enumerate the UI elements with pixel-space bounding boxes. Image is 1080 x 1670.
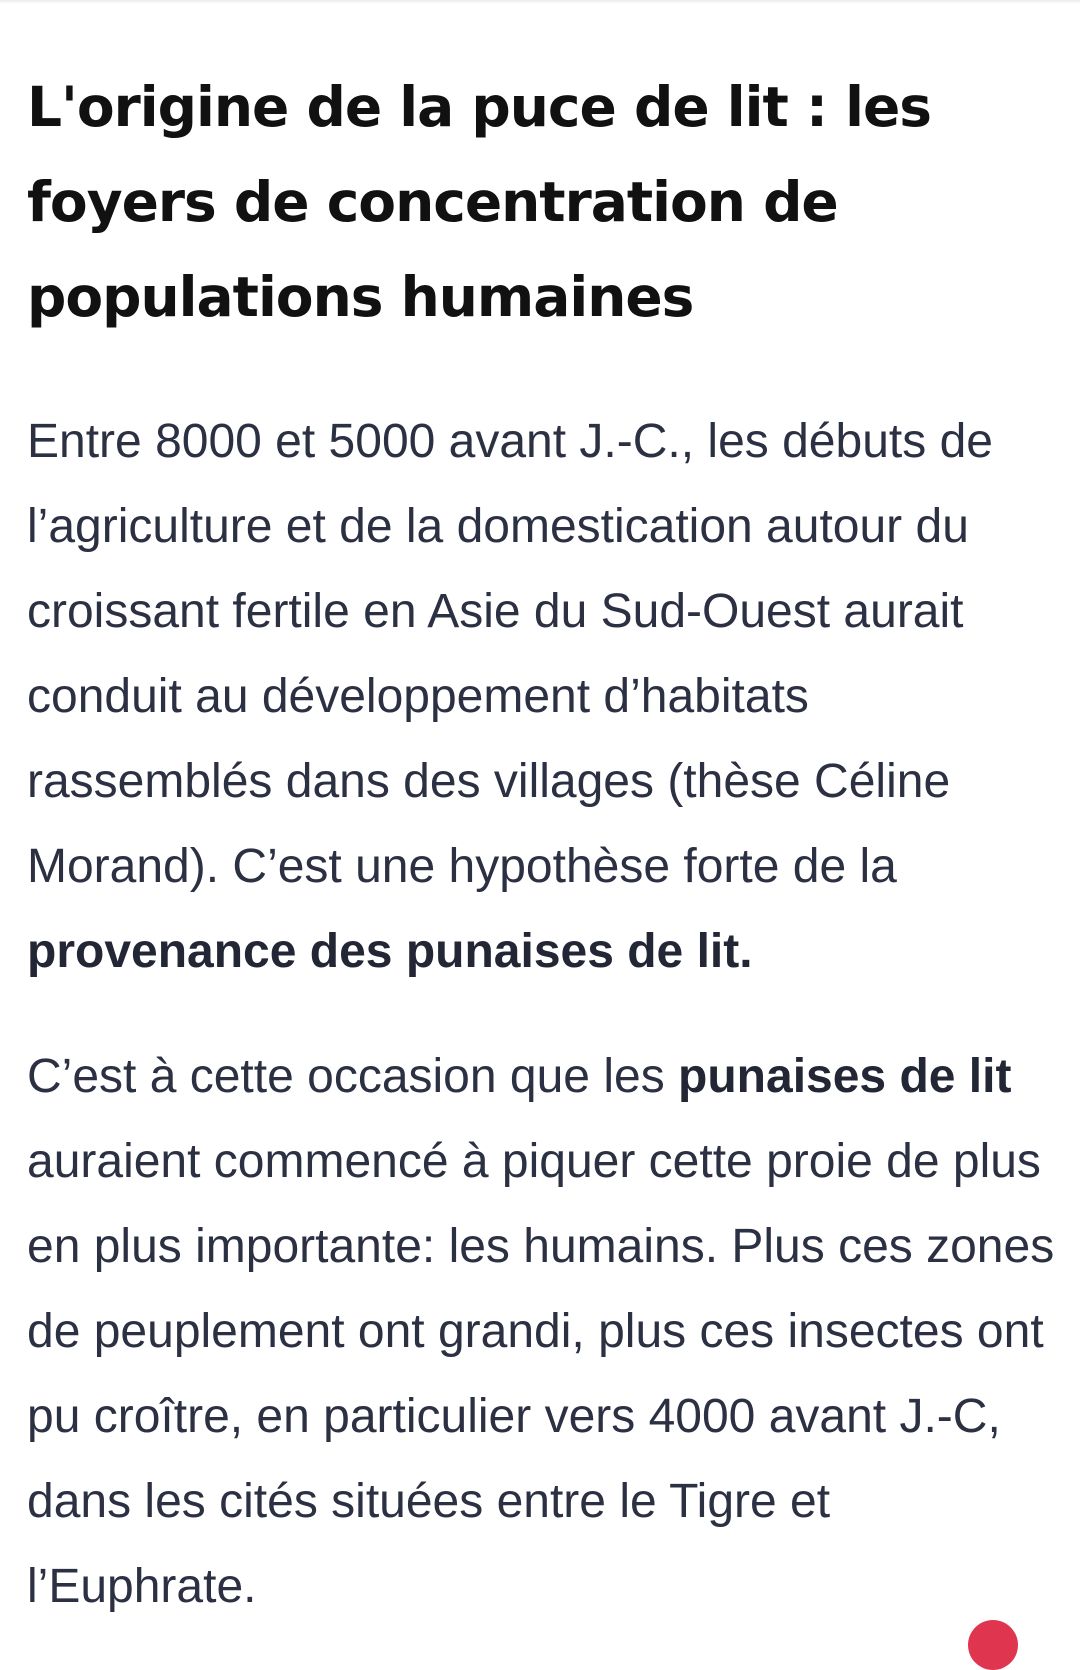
paragraph-2-bold: punaises de lit bbox=[678, 1050, 1012, 1103]
paragraph-1-bold: provenance des punaises de lit. bbox=[27, 925, 753, 978]
floating-action-button[interactable] bbox=[968, 1620, 1018, 1670]
paragraph-2 bbox=[27, 1034, 1057, 1629]
paragraph-2-text-before: C’est à cette occasion que les bbox=[27, 1050, 665, 1103]
paragraph-2-text-after: auraient commencé à piquer cette proie de plus en plus importante: les humains. Plus ces zones de peuplement ont grandi, plus ces insectes ont pu croître, en particulier vers 4000 avant J.-C, dans les cités situées entre le Tigre et l’Euphrate. bbox=[27, 1135, 1055, 1613]
paragraph-1-text: Entre 8000 et 5000 avant J.-C., les débuts de l’agriculture et de la domestication autour du croissant fertile en Asie du Sud-Ouest aurait conduit au développement d’habitats rassemblés dans des villages (thèse Céline Morand). C’est une hypothèse forte de la bbox=[27, 415, 993, 893]
article-heading: L'origine de la puce de lit : les foyers de concentration de populations humaines bbox=[27, 75, 931, 329]
article-content bbox=[27, 60, 1057, 1629]
top-bar-shadow bbox=[0, 0, 1080, 4]
paragraph-1 bbox=[27, 399, 1057, 994]
